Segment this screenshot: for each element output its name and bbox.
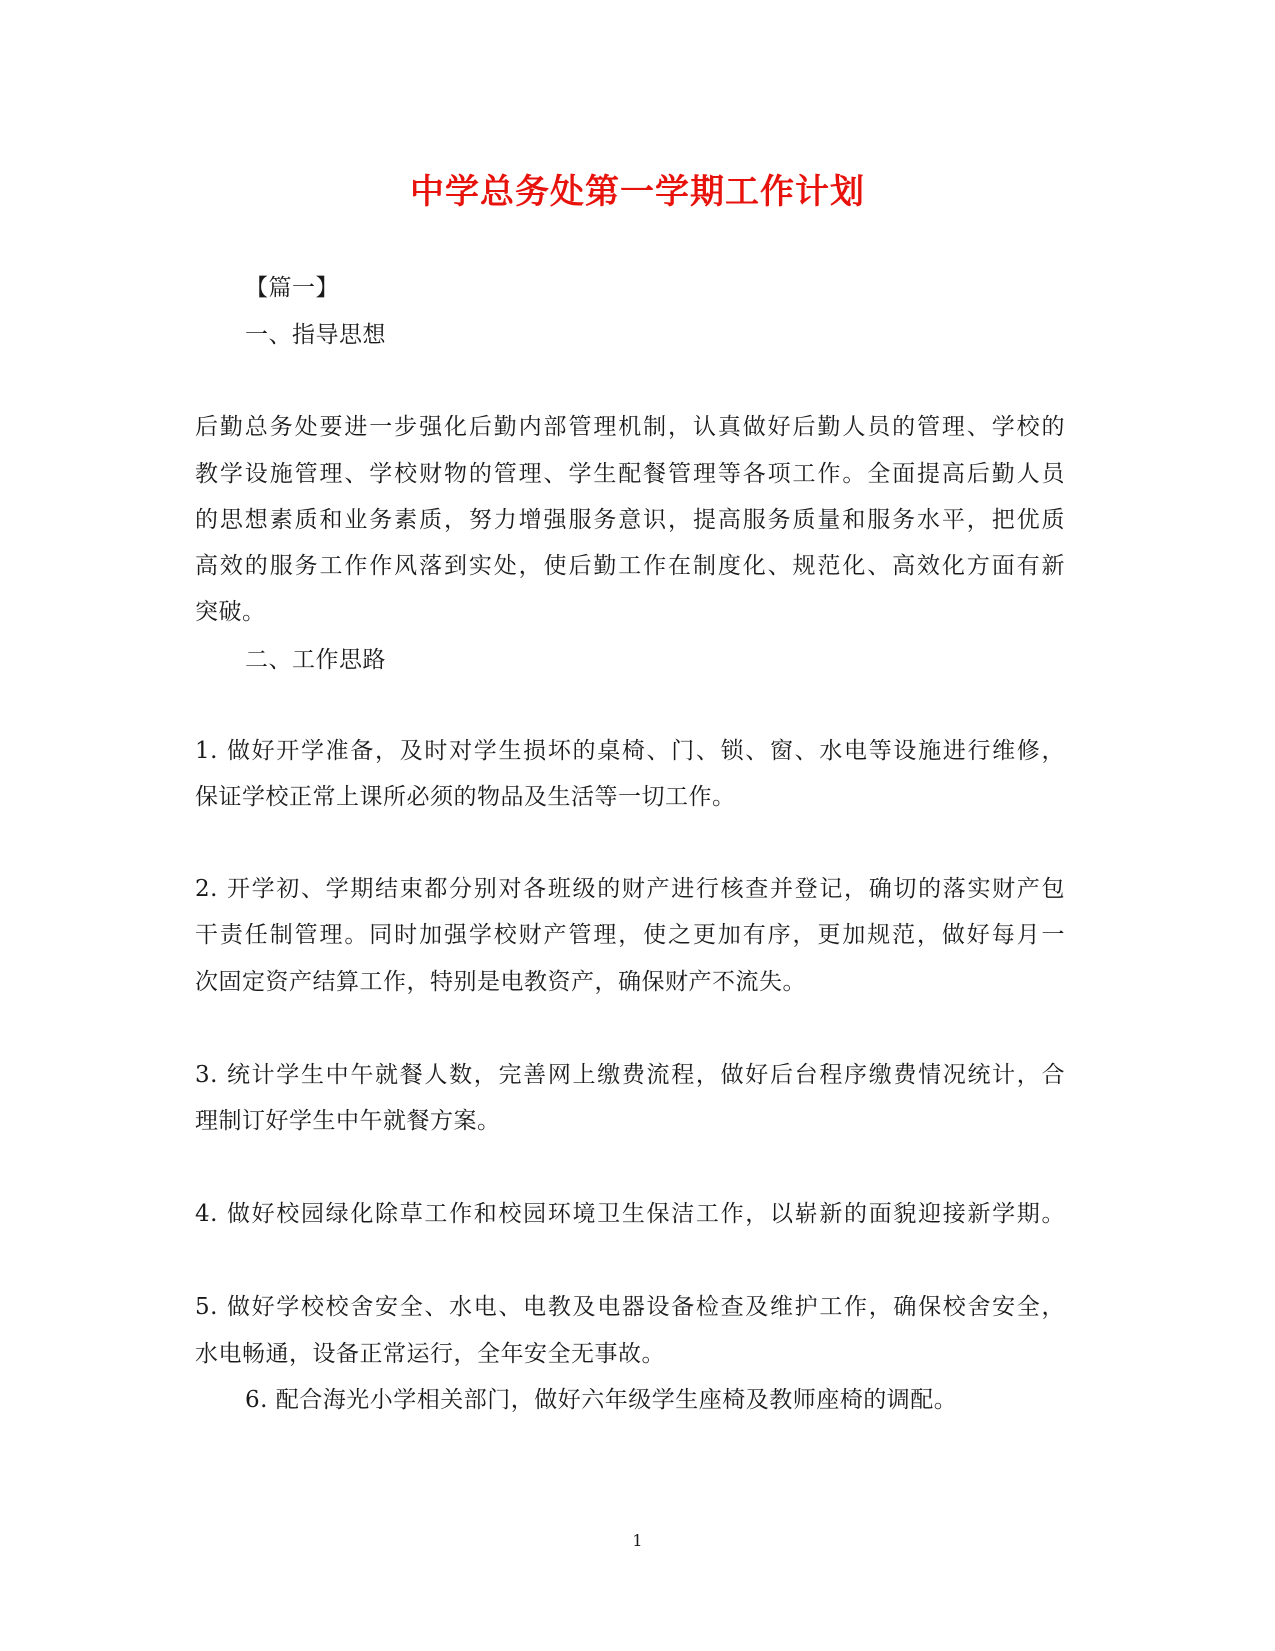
heading-guiding-ideology: 一、指导思想	[245, 322, 386, 348]
list-item-1-line: 1. 做好开学准备，及时对学生损坏的桌椅、门、锁、窗、水电等设施进行维修，	[195, 738, 1065, 764]
list-item-3-line: 3. 统计学生中午就餐人数，完善网上缴费流程，做好后台程序缴费情况统计，合	[195, 1062, 1065, 1088]
page-number: 1	[632, 1531, 643, 1550]
paragraph-line: 的思想素质和业务素质，努力增强服务意识，提高服务质量和服务水平，把优质	[195, 507, 1065, 533]
list-item-4-line: 4. 做好校园绿化除草工作和校园环境卫生保洁工作，以崭新的面貌迎接新学期。	[195, 1201, 1065, 1227]
list-item-3-line: 理制订好学生中午就餐方案。	[195, 1108, 501, 1134]
list-item-2-line: 干责任制管理。同时加强学校财产管理，使之更加有序，更加规范，做好每月一	[195, 922, 1065, 948]
section-label: 【篇一】	[245, 275, 339, 301]
heading-work-approach: 二、工作思路	[245, 647, 386, 673]
paragraph-line: 高效的服务工作作风落到实处，使后勤工作在制度化、规范化、高效化方面有新	[195, 553, 1065, 579]
list-item-6: 6. 配合海光小学相关部门，做好六年级学生座椅及教师座椅的调配。	[245, 1387, 958, 1413]
list-item-5-line: 水电畅通，设备正常运行，全年安全无事故。	[195, 1341, 665, 1367]
list-item-2-line: 次固定资产结算工作，特别是电教资产，确保财产不流失。	[195, 969, 806, 995]
document-title: 中学总务处第一学期工作计划	[410, 172, 865, 212]
list-item-2-line: 2. 开学初、学期结束都分别对各班级的财产进行核查并登记，确切的落实财产包	[195, 876, 1065, 902]
list-item-5-line: 5. 做好学校校舍安全、水电、电教及电器设备检查及维护工作，确保校舍安全，	[195, 1294, 1065, 1320]
paragraph-line: 教学设施管理、学校财物的管理、学生配餐管理等各项工作。全面提高后勤人员	[195, 461, 1065, 487]
paragraph-line: 后勤总务处要进一步强化后勤内部管理机制，认真做好后勤人员的管理、学校的	[195, 414, 1065, 440]
paragraph-line: 突破。	[195, 599, 266, 625]
list-item-1-line: 保证学校正常上课所必须的物品及生活等一切工作。	[195, 784, 736, 810]
